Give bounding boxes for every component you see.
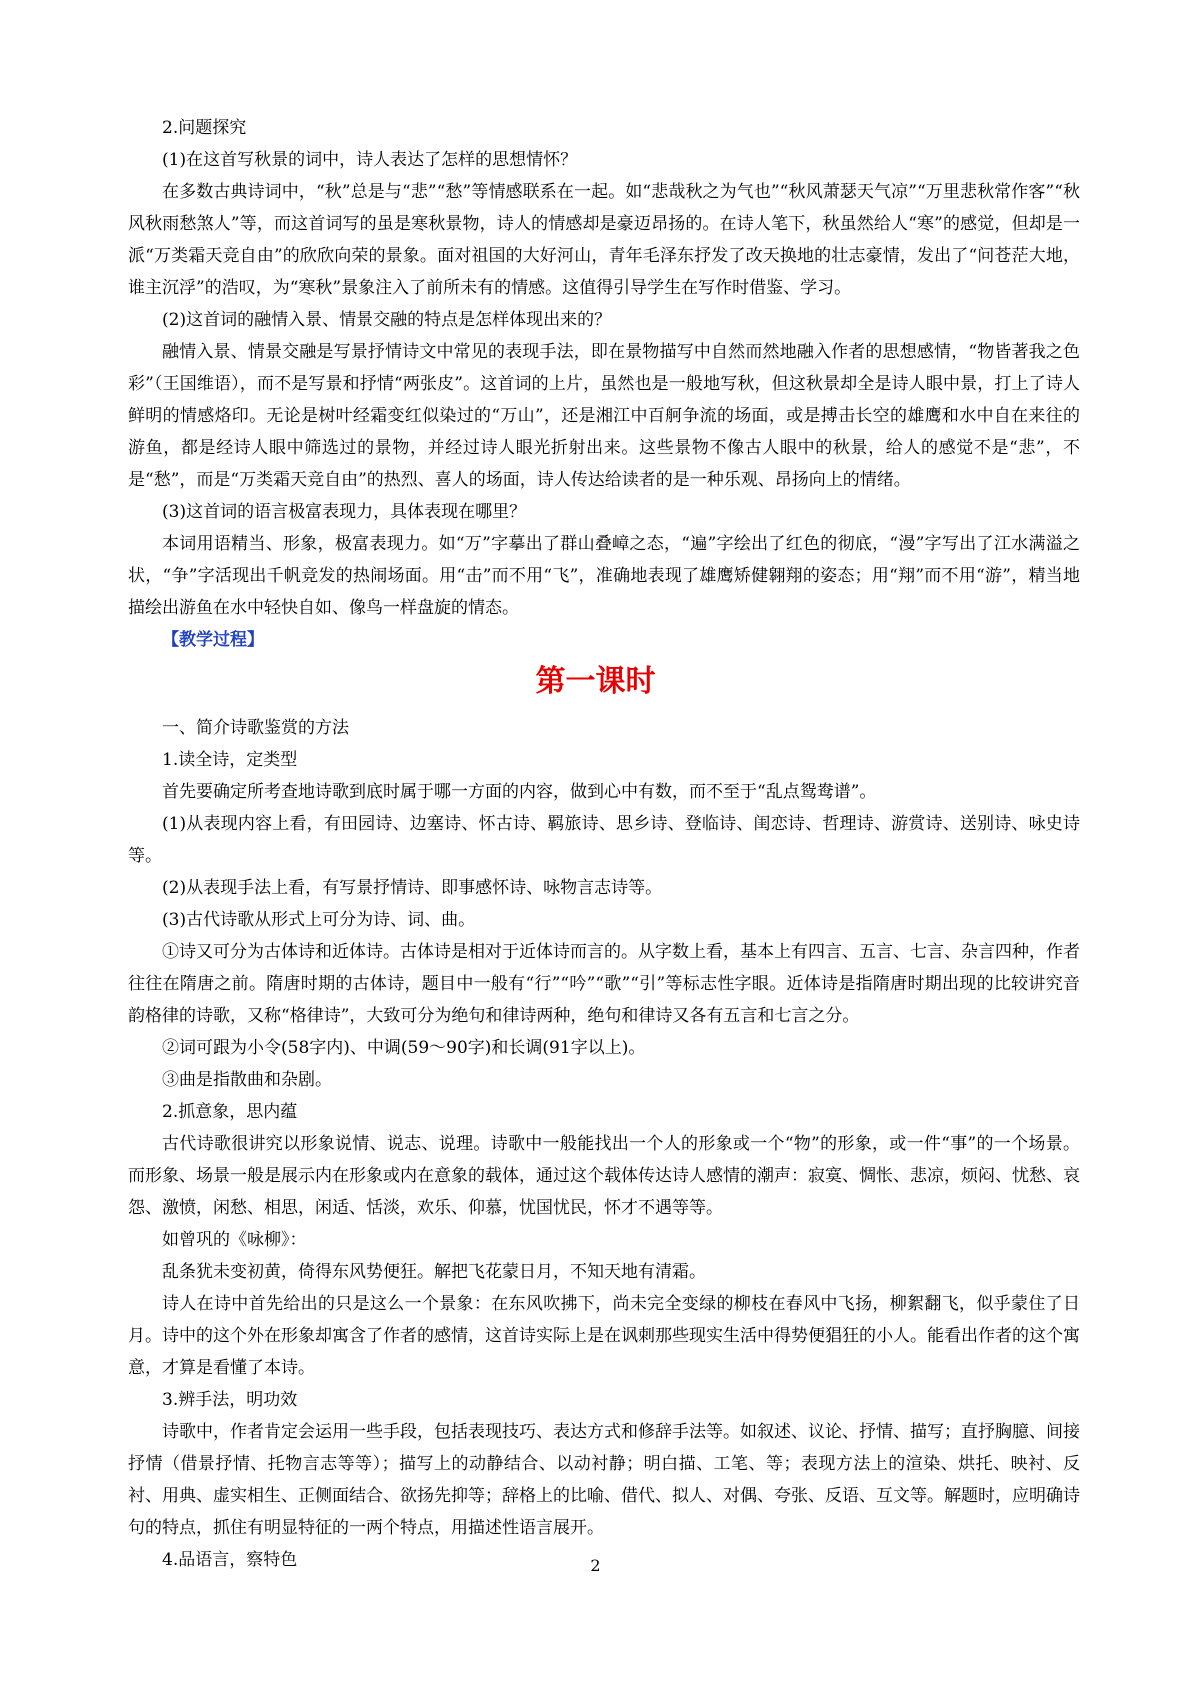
answer-3: 本词用语精当、形象，极富表现力。如“万”字摹出了群山叠嶂之态，“遍”字绘出了红色的彻底，“漫”字写出了江水满溢之状，“争”字活现出千帆竞发的热闹场面。用“击”而不用“飞”，准确地表现了雄鹰矫健翱翔的姿态；用“翔”而不用“游”，精当地描绘出游鱼在水中轻快自如、像鸟一样盘旋的情态。: [128, 534, 1080, 618]
method-1-circled-2: ②词可跟为小令(58字内)、中调(59～90字)和长调(91字以上)。: [162, 1038, 646, 1058]
method-1-circled-1: ①诗又可分为古体诗和近体诗。古体诗是相对于近体诗而言的。从字数上看，基本上有四言、五言、七言、杂言四种，作者往往在隋唐之前。隋唐时期的古体诗，题目中一般有“行”“吟”“歌”“引”等标志性字眼。近体诗是指隋唐时期出现的比较讲究音韵格律的诗歌，又称“格律诗”，大致可分为绝句和律诗两种，绝句和律诗又各有五言和七言之分。: [128, 942, 1080, 1026]
question-inquiry-section: [128, 112, 1080, 656]
appreciation-methods-section: [128, 712, 1080, 1576]
lesson-title: 第一课时: [535, 664, 656, 699]
method-1-paragraph: 首先要确定所考查地诗歌到底时属于哪一方面的内容，做到心中有数，而不至于“乱点鸳鸯谱”。: [162, 782, 877, 802]
answer-2: 融情入景、情景交融是写景抒情诗文中常见的表现手法，即在景物描写中自然而然地融入作者的思想感情，“物皆著我之色彩”（王国维语），而不是写景和抒情“两张皮”。这首词的上片，虽然也是一般地写秋，但这秋景却全是诗人眼中景，打上了诗人鲜明的情感烙印。无论是树叶经霜变红似染过的“万山”，还是湘江中百舸争流的场面，或是搏击长空的雄鹰和水中自在来往的游鱼，都是经诗人眼中筛选过的景物，并经过诗人眼光折射出来。这些景物不像古人眼中的秋景，给人的感觉不是“悲”，不是“愁”，而是“万类霜天竞自由”的热烈、喜人的场面，诗人传达给读者的是一种乐观、昂扬向上的情绪。: [128, 342, 1080, 490]
section-heading: 一、简介诗歌鉴赏的方法: [162, 718, 349, 738]
method-1-item-1: (1)从表现内容上看，有田园诗、边塞诗、怀古诗、羁旅诗、思乡诗、登临诗、闺恋诗、哲理诗、游赏诗、送别诗、咏史诗等。: [128, 814, 1080, 866]
method-2-paragraph: 古代诗歌很讲究以形象说情、说志、说理。诗歌中一般能找出一个人的形象或一个“物”的形象，或一件“事”的一个场景。而形象、场景一般是展示内在形象或内在意象的载体，通过这个载体传达诗人感情的潮声：寂寞、惆怅、悲凉，烦闷、忧愁、哀怨、激愤，闲愁、相思，闲适、恬淡，欢乐、仰慕，忧国忧民，怀才不遇等等。: [128, 1134, 1080, 1218]
page-number: 2: [590, 1556, 601, 1575]
method-2-analysis: 诗人在诗中首先给出的只是这么一个景象：在东风吹拂下，尚未完全变绿的柳枝在春风中飞扬，柳絮翻飞，似乎蒙住了日月。诗中的这个外在形象却寓含了作者的感情，这首诗实际上是在讽刺那些现实生活中得势便猖狂的小人。能看出作者的这个寓意，才算是看懂了本诗。: [128, 1294, 1080, 1378]
method-1-circled-3: ③曲是指散曲和杂剧。: [162, 1070, 332, 1090]
method-2-heading: 2.抓意象，思内蕴: [162, 1102, 298, 1122]
method-2-example-intro: 如曾巩的《咏柳》：: [162, 1230, 307, 1250]
question-3: (3)这首词的语言极富表现力，具体表现在哪里？: [162, 502, 527, 522]
method-3-heading: 3.辨手法，明功效: [162, 1390, 298, 1410]
question-1: (1)在这首写秋景的词中，诗人表达了怎样的思想情怀？: [162, 150, 578, 170]
method-3-paragraph: 诗歌中，作者肯定会运用一些手段，包括表现技巧、表达方式和修辞手法等。如叙述、议论、抒情、描写；直抒胸臆、间接抒情（借景抒情、托物言志等等）；描写上的动静结合、以动衬静；明白描、工笔、等；表现方法上的渲染、烘托、映衬、反衬、用典、虚实相生、正侧面结合、欲扬先抑等；辞格上的比喻、借代、拟人、对偶、夸张、反语、互文等。解题时，应明确诗句的特点，抓住有明显特征的一两个特点，用描述性语言展开。: [128, 1422, 1080, 1538]
method-1-heading: 1.读全诗，定类型: [162, 750, 298, 770]
method-2-poem: 乱条犹未变初黄，倚得东风势便狂。解把飞花蒙日月，不知天地有清霜。: [162, 1262, 706, 1282]
method-4-heading: 4.品语言，察特色: [162, 1550, 298, 1570]
question-2: (2)这首词的融情入景、情景交融的特点是怎样体现出来的？: [162, 310, 612, 330]
method-1-item-3: (3)古代诗歌从形式上可分为诗、词、曲。: [162, 910, 476, 930]
answer-1: 在多数古典诗词中，“秋”总是与“悲”“愁”等情感联系在一起。如“悲哉秋之为气也”“秋风萧瑟天气凉”“万里悲秋常作客”“秋风秋雨愁煞人”等，而这首词写的虽是寒秋景物，诗人的情感却是豪迈昂扬的。在诗人笔下，秋虽然给人“寒”的感觉，但却是一派“万类霜天竞自由”的欣欣向荣的景象。面对祖国的大好河山，青年毛泽东抒发了改天换地的壮志豪情，发出了“问苍茫大地，谁主沉浮”的浩叹，为“寒秋”景象注入了前所未有的情感。这值得引导学生在写作时借鉴、学习。: [128, 182, 1080, 298]
method-1-item-2: (2)从表现手法上看，有写景抒情诗、即事感怀诗、咏物言志诗等。: [162, 878, 663, 898]
teaching-process-tag: 【教学过程】: [162, 630, 264, 650]
section-heading: 2.问题探究: [162, 118, 247, 138]
